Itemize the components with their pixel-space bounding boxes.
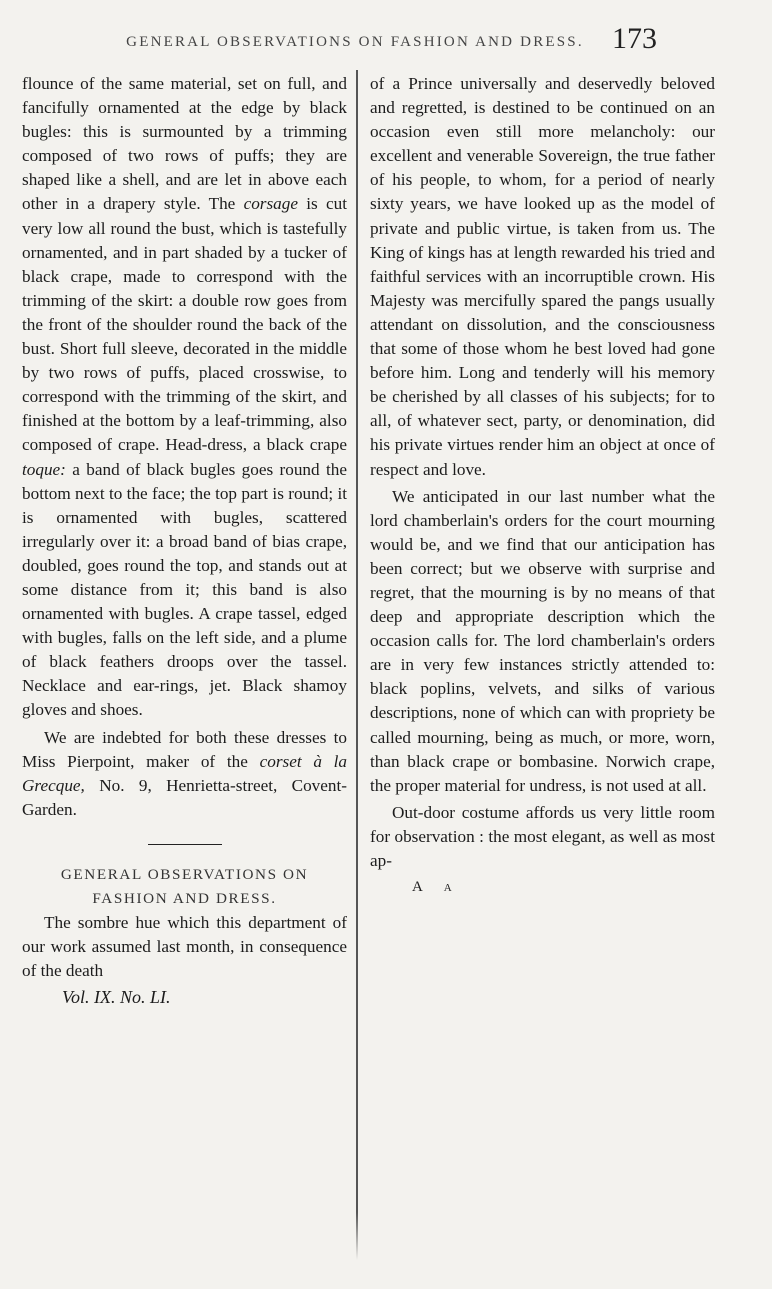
paragraph-sovereign: of a Prince universally and deservedly beloved and regretted, is destined to be continued on an occasion even still more melancholy: our excellent and venerable Sovereign, the true father of his people, to whom, for a period of nearly sixty years, we have looked up as the model of private and public virtue, is taken from us. The King of kings has at length rewarded his tried and faithful services with an incorruptible crown. His Majesty was mercifully spared the pangs usually attendant on dissolution, and the consciousness that some of those whom he best loved had gone before him. Long and tenderly will his memory be cherished by all classes of his subjects; for to all, of whatever sect, party, or denomination, did his private virtues render him an object at once of respect and love. — [370, 74, 715, 479]
paragraph-dress-description: flounce of the same material, set on full, and fancifully ornamented at the edge by black bugles: this is surmounted by a trimming composed of two rows of puffs; they are shaped like a shell, and are let in above each other in a drapery style. The corsage is cut very low all round the bust, which is tastefully ornamented, and in part shaded by a tucker of black crape, made to correspond with the trimming of the skirt: a double row goes from the front of the shoulder round the back of the bust. Short full sleeve, decorated in the middle by two rows of puffs, placed crosswise, to correspond with the trimming of the skirt, and finished at the bottom by a leaf-trimming, also composed of crape. Head-dress, a black crape toque: a band of black bugles goes round the bottom next to the face; the top part is round; it is ornamented with bugles, scattered irregularly over it: a broad band of bias crape, doubled, goes round the top, and stands out at some distance from it; this band is also ornamented with bugles. A crape tassel, edged with bugles, falls on the left side, and a plume of black feathers droops over the tassel. Necklace and ear-rings, jet. Black shamoy gloves and shoes. — [22, 74, 347, 720]
paragraph-credits: We are indebted for both these dresses to Miss Pierpoint, maker of the corset à la Grecque, No. 9, Henrietta-street, Covent-Garden. — [22, 727, 347, 819]
term-toque: toque: — [22, 459, 66, 479]
left-column — [22, 72, 347, 1010]
term-corset: corset à la Grecque, — [22, 751, 347, 795]
term-corsage: corsage — [243, 194, 298, 214]
section-rule — [148, 844, 222, 845]
paragraph-sombre-hue: The sombre hue which this department of our work assumed last month, in consequence of the death — [22, 912, 347, 981]
section-heading-line-2: FASHION AND DRESS. — [92, 889, 277, 907]
running-head — [0, 20, 772, 60]
signature-mark: A a — [412, 879, 461, 896]
volume-signature: Vol. IX. No. LI. — [62, 987, 171, 1008]
volume-signature-line — [22, 985, 347, 1010]
paragraph-court-mourning: We anticipated in our last number what the lord chamberlain's orders for the court mourning would be, and we find that our anticipation has been correct; but we observe with surprise and regret, that the mourning is by no means of that deep and appropriate description which the occasion calls for. The lord chamberlain's orders are in very few instances strictly attended to: black poplins, velvets, and silks of various descriptions, none of which can with propriety be called mourning, being as much, or more, worn, than black crape or bombasine. Norwich crape, the proper material for undress, is not used at all. — [370, 486, 715, 795]
column-divider — [356, 70, 358, 1260]
section-heading — [22, 863, 347, 911]
page-number: 173 — [612, 22, 657, 55]
section-heading-line-1: GENERAL OBSERVATIONS ON — [60, 865, 309, 883]
paragraph-outdoor-costume: Out-door costume affords us very little room for observation : the most elegant, as well as most ap- — [370, 802, 715, 870]
running-title: GENERAL OBSERVATIONS ON FASHION AND DRESS. — [126, 34, 584, 50]
right-column — [370, 72, 715, 899]
